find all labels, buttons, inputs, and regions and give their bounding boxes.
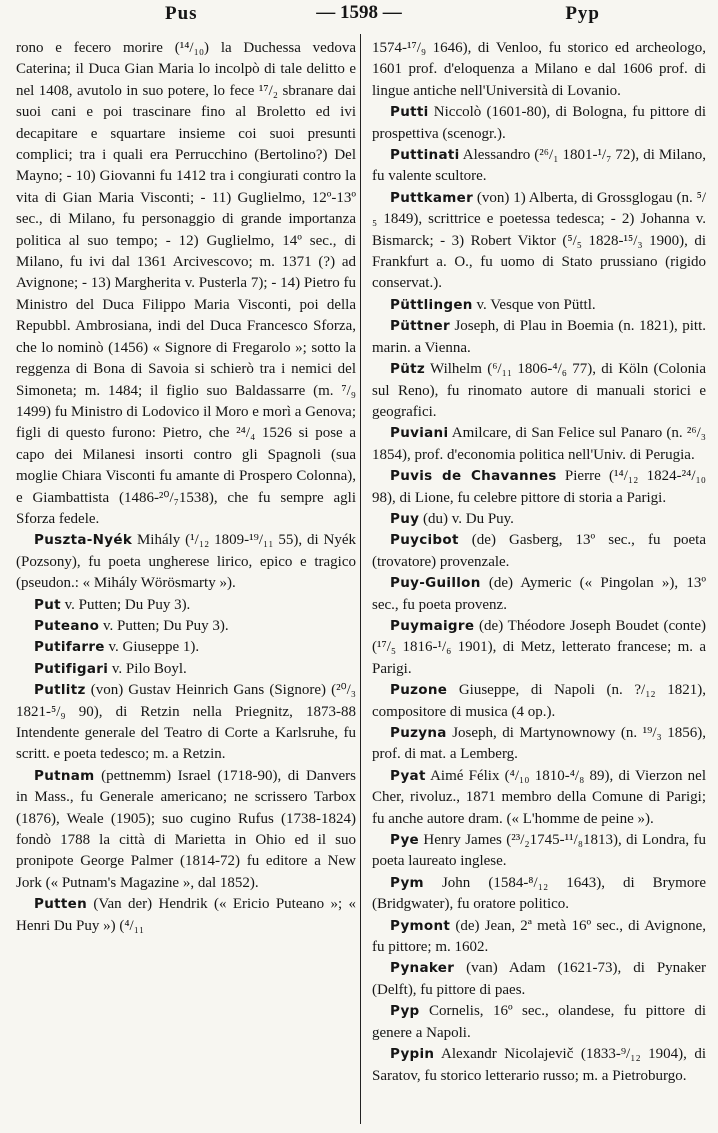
dictionary-entry (16, 595, 356, 616)
entry-text: v. Putten; Du Puy 3). (99, 617, 229, 634)
entry-text: 1574-¹⁷/₉ 1646), di Venloo, fu storico ed archeologo, 1601 prof. d'eloquenza a Milano e dal 1606 prof. di lingue antiche nell'Università di Lovanio. (372, 40, 706, 99)
entry-text: Aimé Félix (⁴/₁₀ 1810-⁴/₈ 89), di Vierzon nel Cher, rivoluz., 1871 membro della Comune di Parigi; fu anche autore dram. (« L'homme de peine »). (372, 767, 706, 827)
dictionary-entry (372, 145, 706, 188)
entry-text: (pettnemm) Israel (1718-90), di Danvers in Mass., fu Generale americano; ne scrissero Tarbox (1876), Weale (1905); suo cugino Rufus (1738-1824) fondò 1788 la città di Marietta in Ohio ed il suo pronipote George Palmer (1814-72) fu editore a New Jork (« Putnam's Magazine », dal 1852). (16, 767, 356, 891)
entry-text: John (1584-⁸/₁₂ 1643), di Brymore (Bridgwater), fu oratore politico. (372, 874, 706, 913)
dictionary-entry (372, 102, 706, 145)
entry-headword: Pymont (390, 917, 451, 934)
entry-headword: Puvis de Chavannes (390, 468, 557, 485)
dictionary-entry (16, 530, 356, 594)
dictionary-entry (372, 958, 706, 1001)
entry-text: (van) Adam (1621-73), di Pynaker (Delft), fu pittore di paes. (372, 960, 706, 998)
entry-text: Joseph, di Plau in Boemia (n. 1821), pitt. marin. a Vienna. (372, 318, 706, 356)
entry-text: Alexandr Nicolajevič (1833-⁹/₁₂ 1904), di Saratov, fu storico letterario russo; m. a Pietroburgo. (372, 1046, 706, 1084)
entry-text: (de) Aymeric (« Pingolan »), 13º sec., fu poeta provenz. (372, 575, 706, 613)
entry-text: Joseph, di Martynownowy (n. ¹⁹/₃ 1856), prof. di mat. a Lemberg. (372, 725, 706, 763)
entry-headword: Putifarre (34, 639, 105, 656)
entry-headword: Pynaker (390, 960, 455, 977)
entry-headword: Pye (390, 832, 420, 849)
entry-text: v. Putten; Du Puy 3). (60, 596, 191, 613)
dictionary-entry (372, 680, 706, 723)
entry-headword: Puzyna (390, 725, 447, 741)
entry-text: Henry James (²³/₂1745-¹¹/₈1813), di Londra, fu poeta laureato inglese. (372, 832, 706, 870)
entry-text: (de) Théodore Joseph Boudet (conte) (¹⁷/₅ 1816-¹/₆ 1901), di Metz, letterato francese; m. a Parigi. (372, 617, 706, 677)
entry-headword: Puycibot (390, 532, 459, 549)
left-column (16, 38, 356, 937)
entry-headword: Pütz (390, 361, 426, 378)
dictionary-entry (16, 637, 356, 658)
entry-headword: Puszta-Nyék (34, 532, 133, 549)
entry-headword: Puteano (34, 617, 100, 634)
column-divider (360, 34, 361, 1124)
dictionary-entry (16, 766, 356, 894)
entry-text: rono e fecero morire (¹⁴/₁₀) la Duchessa vedova Caterina; il Duca Gian Maria lo incolpò di tale delitto e nel 1408, avutolo in suo potere, lo fece ¹⁷/₂ sbranare dai suoi cani e poi trascinare fino al Broletto ed ivi decapitare e squartare insieme coi suoi presunti complici; tra i quali era Perrucchino (Bertolino?) Del Mayno; - 10) Giovanni fu 1412 tra i congiurati contro la vita di Gian Maria Visconti; - 11) Guglielmo, 12º-13º sec., di Milano, fu personaggio di grande importanza politica al suo tempo; - 12) Guglielmo, 14º sec., di Milano, fu ivi dal 1361 Arcivescovo; m. 1371 (?) ad Avignone; - 13) Margherita v. Pusterla 7); - 14) Pietro fu Ministro del Duca Filippo Maria Visconti, poi della Repubbl. Ambrosiana, indi del Duca Francesco Sforza, che lo nominò (1456) « Signore di Fregarolo »; sotto la reggenza di Bona di Savoia si schierò tra i nemici del Simoneta; m. 1484; il figlio suo Baldassarre (m. ⁷/₉ 1499) fu Ministro di Lodovico il Moro e morì a Genova; figli di questo furono: Pietro, che ²⁴/₄ 1526 si pose a capo dei Milanesi insorti contro gli Spagnoli (sua moglie Chiara Visconti fu amante di Prospero Colonna), e Giambattista (1486-²⁰/₇1538), che fu sempre agli Sforza fedele. (16, 40, 356, 527)
entry-text: (de) Gasberg, 13º sec., fu poeta (trovatore) provenzale. (372, 532, 706, 570)
dictionary-entry (372, 359, 706, 423)
dictionary-entry (372, 1001, 706, 1044)
dictionary-entry (372, 873, 706, 916)
entry-headword: Puviani (390, 425, 449, 442)
header-left-word: Pus (165, 3, 198, 24)
entry-text: (von) Gustav Heinrich Gans (Signore) (²⁰/₃ 1821-⁵/₉ 90), di Retzin nella Priegnitz, 1873-88 Intendente generale del Teatro di Corte a Karlsruhe, fu scritt. e poeta tedesco; m. a Retzin. (16, 682, 356, 763)
dictionary-entry (372, 509, 706, 530)
entry-text: (von) 1) Alberta, di Grossglogau (n. ⁵/₅ 1849), scrittrice e poetessa tedesca; - 2) Johanna v. Bismarck; - 3) Robert Viktor (⁵/₅ 1828-¹⁵/₃ 1900), di Frankfurt a. O., fu uomo di Stato prussiano (rigido conservat.). (372, 189, 706, 292)
entry-text: Alessandro (²⁶/₁ 1801-¹/₇ 72), di Milano, fu valente scultore. (372, 147, 706, 185)
entry-headword: Putten (34, 896, 87, 913)
dictionary-entry (372, 766, 706, 830)
dictionary-entry (372, 188, 706, 295)
entry-headword: Puy (390, 510, 420, 527)
dictionary-entry (372, 1044, 706, 1087)
dictionary-entry (372, 466, 706, 509)
entry-headword: Putlitz (34, 682, 86, 699)
entry-headword: Püttlingen (390, 296, 473, 313)
dictionary-entry (16, 659, 356, 680)
entry-headword: Pyat (390, 767, 426, 784)
entry-headword: Pym (390, 874, 424, 891)
entry-text: v. Giuseppe 1). (104, 639, 200, 656)
entry-text: (du) v. Du Puy. (419, 510, 514, 527)
continued-text (16, 38, 356, 530)
dictionary-entry (16, 680, 356, 766)
entry-text: v. Pilo Boyl. (108, 660, 187, 677)
entry-headword: Puttkamer (390, 189, 474, 206)
entry-text: Pierre (¹⁴/₁₂ 1824-²⁴/₁₀ 98), di Lione, fu celebre pittore di storia a Parigi. (372, 468, 706, 506)
dictionary-entry (372, 573, 706, 616)
entry-text: Giuseppe, di Napoli (n. ?/₁₂ 1821), compositore di musica (4 op.). (372, 682, 706, 720)
entry-headword: Puzone (390, 682, 448, 699)
dictionary-entry (372, 295, 706, 316)
entry-text: Wilhelm (⁶/₁₁ 1806-⁴/₆ 77), di Köln (Colonia sul Reno), fu rinomato autore di manuali storici e geografici. (372, 361, 706, 420)
dictionary-entry (372, 916, 706, 959)
entry-headword: Putti (390, 104, 429, 121)
entry-text: Amilcare, di San Felice sul Panaro (n. ²⁶/₃ 1854), prof. d'economia politica nell'Univ. di Perugia. (372, 425, 706, 463)
page-number: — 1598 — (316, 2, 402, 23)
entry-headword: Pypin (390, 1046, 435, 1063)
entry-headword: Puttinati (390, 147, 460, 164)
header-right-word: Pyp (565, 3, 600, 24)
entry-headword: Putifigari (34, 660, 109, 677)
entry-headword: Püttner (390, 318, 450, 335)
continued-text (372, 38, 706, 102)
right-column (372, 38, 706, 1087)
dictionary-entry (16, 894, 356, 937)
entry-text: v. Vesque von Püttl. (472, 296, 596, 313)
entry-headword: Puy-Guillon (390, 575, 481, 592)
dictionary-entry (372, 723, 706, 766)
entry-headword: Put (34, 596, 61, 613)
dictionary-entry (372, 530, 706, 573)
entry-headword: Puymaigre (390, 617, 475, 634)
entry-text: Cornelis, 16º sec., olandese, fu pittore di genere a Napoli. (372, 1003, 706, 1041)
dictionary-entry (372, 830, 706, 873)
entry-headword: Putnam (34, 767, 95, 784)
page-header (0, 0, 718, 32)
dictionary-entry (372, 423, 706, 466)
entry-headword: Pyp (390, 1003, 420, 1020)
entry-text: (de) Jean, 2ª metà 16º sec., di Avignone, fu pittore; m. 1602. (372, 917, 706, 956)
dictionary-entry (372, 316, 706, 359)
entry-text: Mihály (¹/₁₂ 1809-¹⁹/₁₁ 55), di Nyék (Pozsony), fu poeta ungherese lirico, epico e tragico (pseudon.: « Mihály Wörösmarty »). (16, 532, 356, 592)
dictionary-entry (16, 616, 356, 637)
entry-text: Niccolò (1601-80), di Bologna, fu pittore di prospettiva (scenogr.). (372, 104, 706, 142)
entry-text: (Van der) Hendrik (« Ericio Puteano »; « Henri Du Puy ») (⁴/₁₁ (16, 896, 356, 934)
dictionary-entry (372, 616, 706, 680)
